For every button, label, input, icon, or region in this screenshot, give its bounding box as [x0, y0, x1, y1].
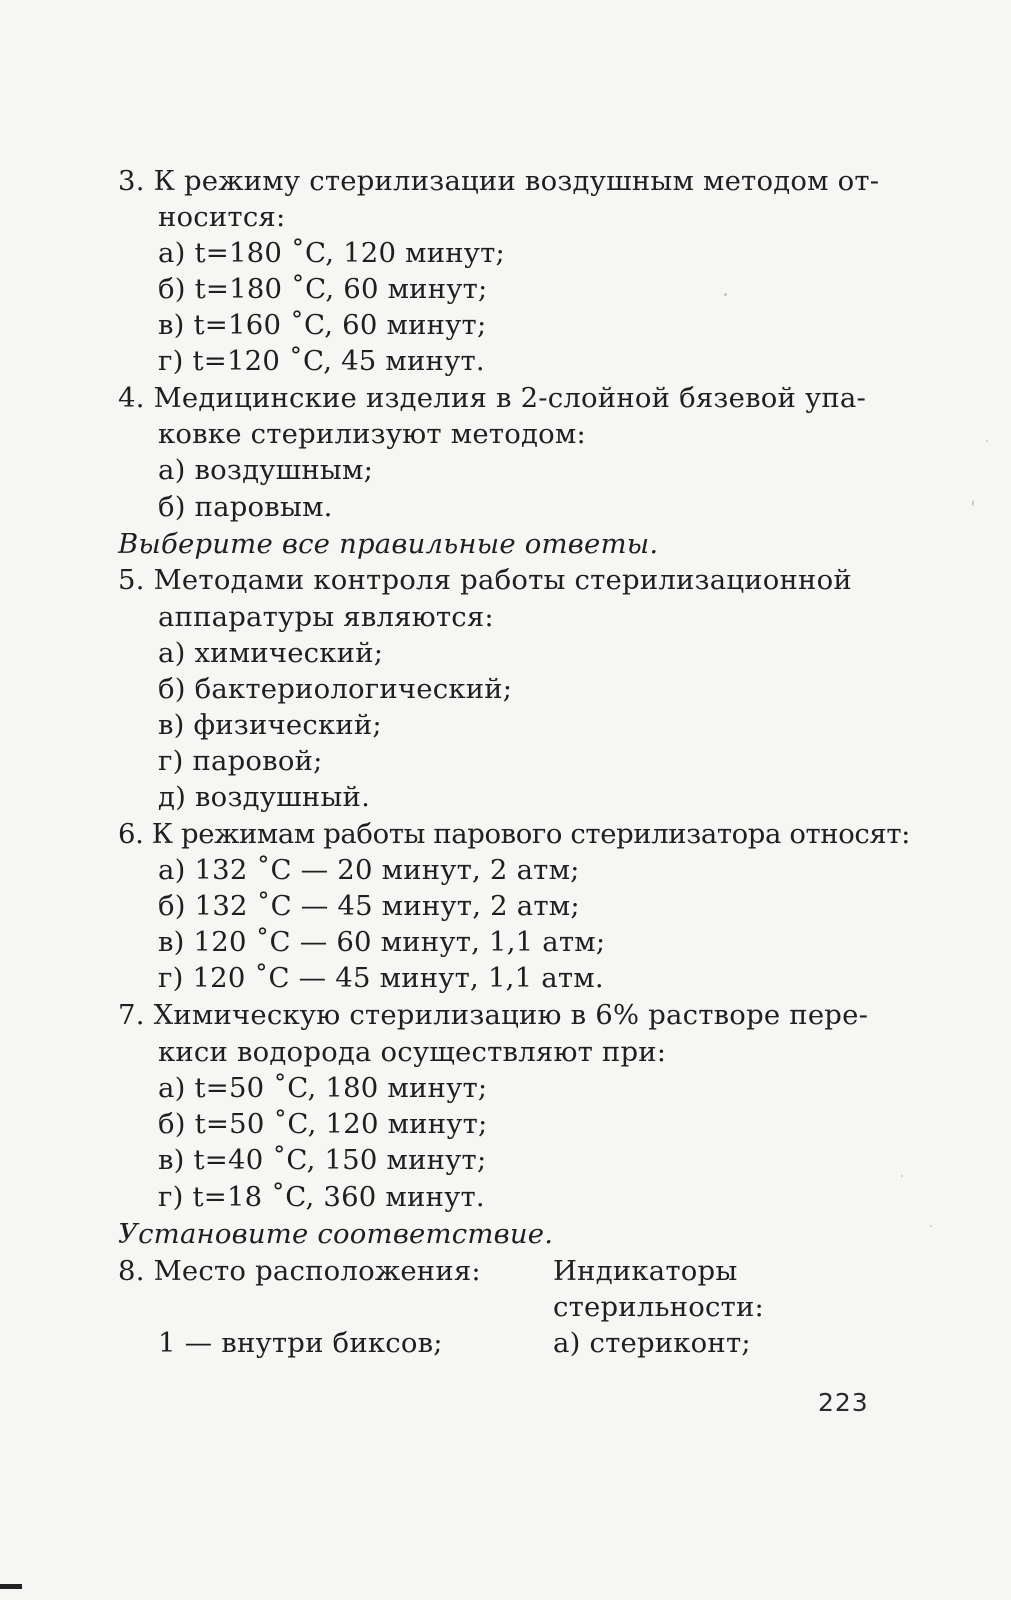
question-8-left-item-1: 1 — внутри биксов; [158, 1327, 443, 1359]
question-5-line-1: 5. Методами контроля работы стерилизационной [118, 564, 852, 596]
question-3-option-c: в) t=160 ˚C, 60 минут; [158, 309, 487, 341]
question-8-right-header-line-1: Индикаторы [553, 1255, 738, 1287]
question-3-line-2: носится: [158, 201, 286, 233]
section-heading-matching: Установите соответствие. [118, 1218, 554, 1250]
question-6-option-b: б) 132 ˚С — 45 минут, 2 атм; [158, 890, 580, 922]
question-5-line-2: аппаратуры являются: [158, 601, 494, 633]
question-7-option-b: б) t=50 ˚C, 120 минут; [158, 1108, 488, 1140]
question-5-option-c: в) физический; [158, 709, 382, 741]
question-3-option-a: а) t=180 ˚C, 120 минут; [158, 237, 506, 269]
question-6-line-1: 6. К режимам работы парового стерилизатора относят: [118, 818, 911, 850]
question-5-option-e: д) воздушный. [158, 781, 371, 813]
question-3-line-1: 3. К режиму стерилизации воздушным методом от- [118, 165, 880, 197]
question-6-option-c: в) 120 ˚С — 60 минут, 1,1 атм; [158, 926, 606, 958]
question-3-option-d: г) t=120 ˚C, 45 минут. [158, 345, 485, 377]
question-4-line-2: ковке стерилизуют методом: [158, 418, 586, 450]
page-number: 223 [818, 1388, 869, 1417]
question-7-option-a: а) t=50 ˚C, 180 минут; [158, 1072, 488, 1104]
question-4-line-1: 4. Медицинские изделия в 2-слойной бязевой упа- [118, 382, 866, 414]
scan-speck [724, 293, 727, 296]
scan-speck [901, 1175, 903, 1177]
question-4-option-b: б) паровым. [158, 491, 333, 523]
question-8-right-item-a: а) стериконт; [553, 1327, 751, 1359]
question-3-option-b: б) t=180 ˚C, 60 минут; [158, 273, 488, 305]
section-heading-multiple: Выберите все правильные ответы. [118, 528, 659, 560]
scan-speck [930, 1225, 932, 1227]
question-8-right-header-line-2: стерильности: [553, 1291, 764, 1323]
question-5-option-b: б) бактериологический; [158, 673, 513, 705]
question-4-option-a: а) воздушным; [158, 454, 374, 486]
question-7-option-c: в) t=40 ˚C, 150 минут; [158, 1144, 487, 1176]
scan-corner-mark [0, 1584, 22, 1589]
question-6-option-a: а) 132 ˚С — 20 минут, 2 атм; [158, 854, 580, 886]
question-7-option-d: г) t=18 ˚C, 360 минут. [158, 1181, 485, 1213]
question-8-left-header: 8. Место расположения: [118, 1255, 481, 1287]
scan-speck [986, 440, 988, 442]
scan-speck [972, 500, 974, 506]
question-7-line-1: 7. Химическую стерилизацию в 6% растворе пере- [118, 999, 869, 1031]
question-6-option-d: г) 120 ˚С — 45 минут, 1,1 атм. [158, 962, 604, 994]
question-7-line-2: киси водорода осуществляют при: [158, 1036, 667, 1068]
question-5-option-d: г) паровой; [158, 745, 323, 777]
question-5-option-a: а) химический; [158, 637, 384, 669]
